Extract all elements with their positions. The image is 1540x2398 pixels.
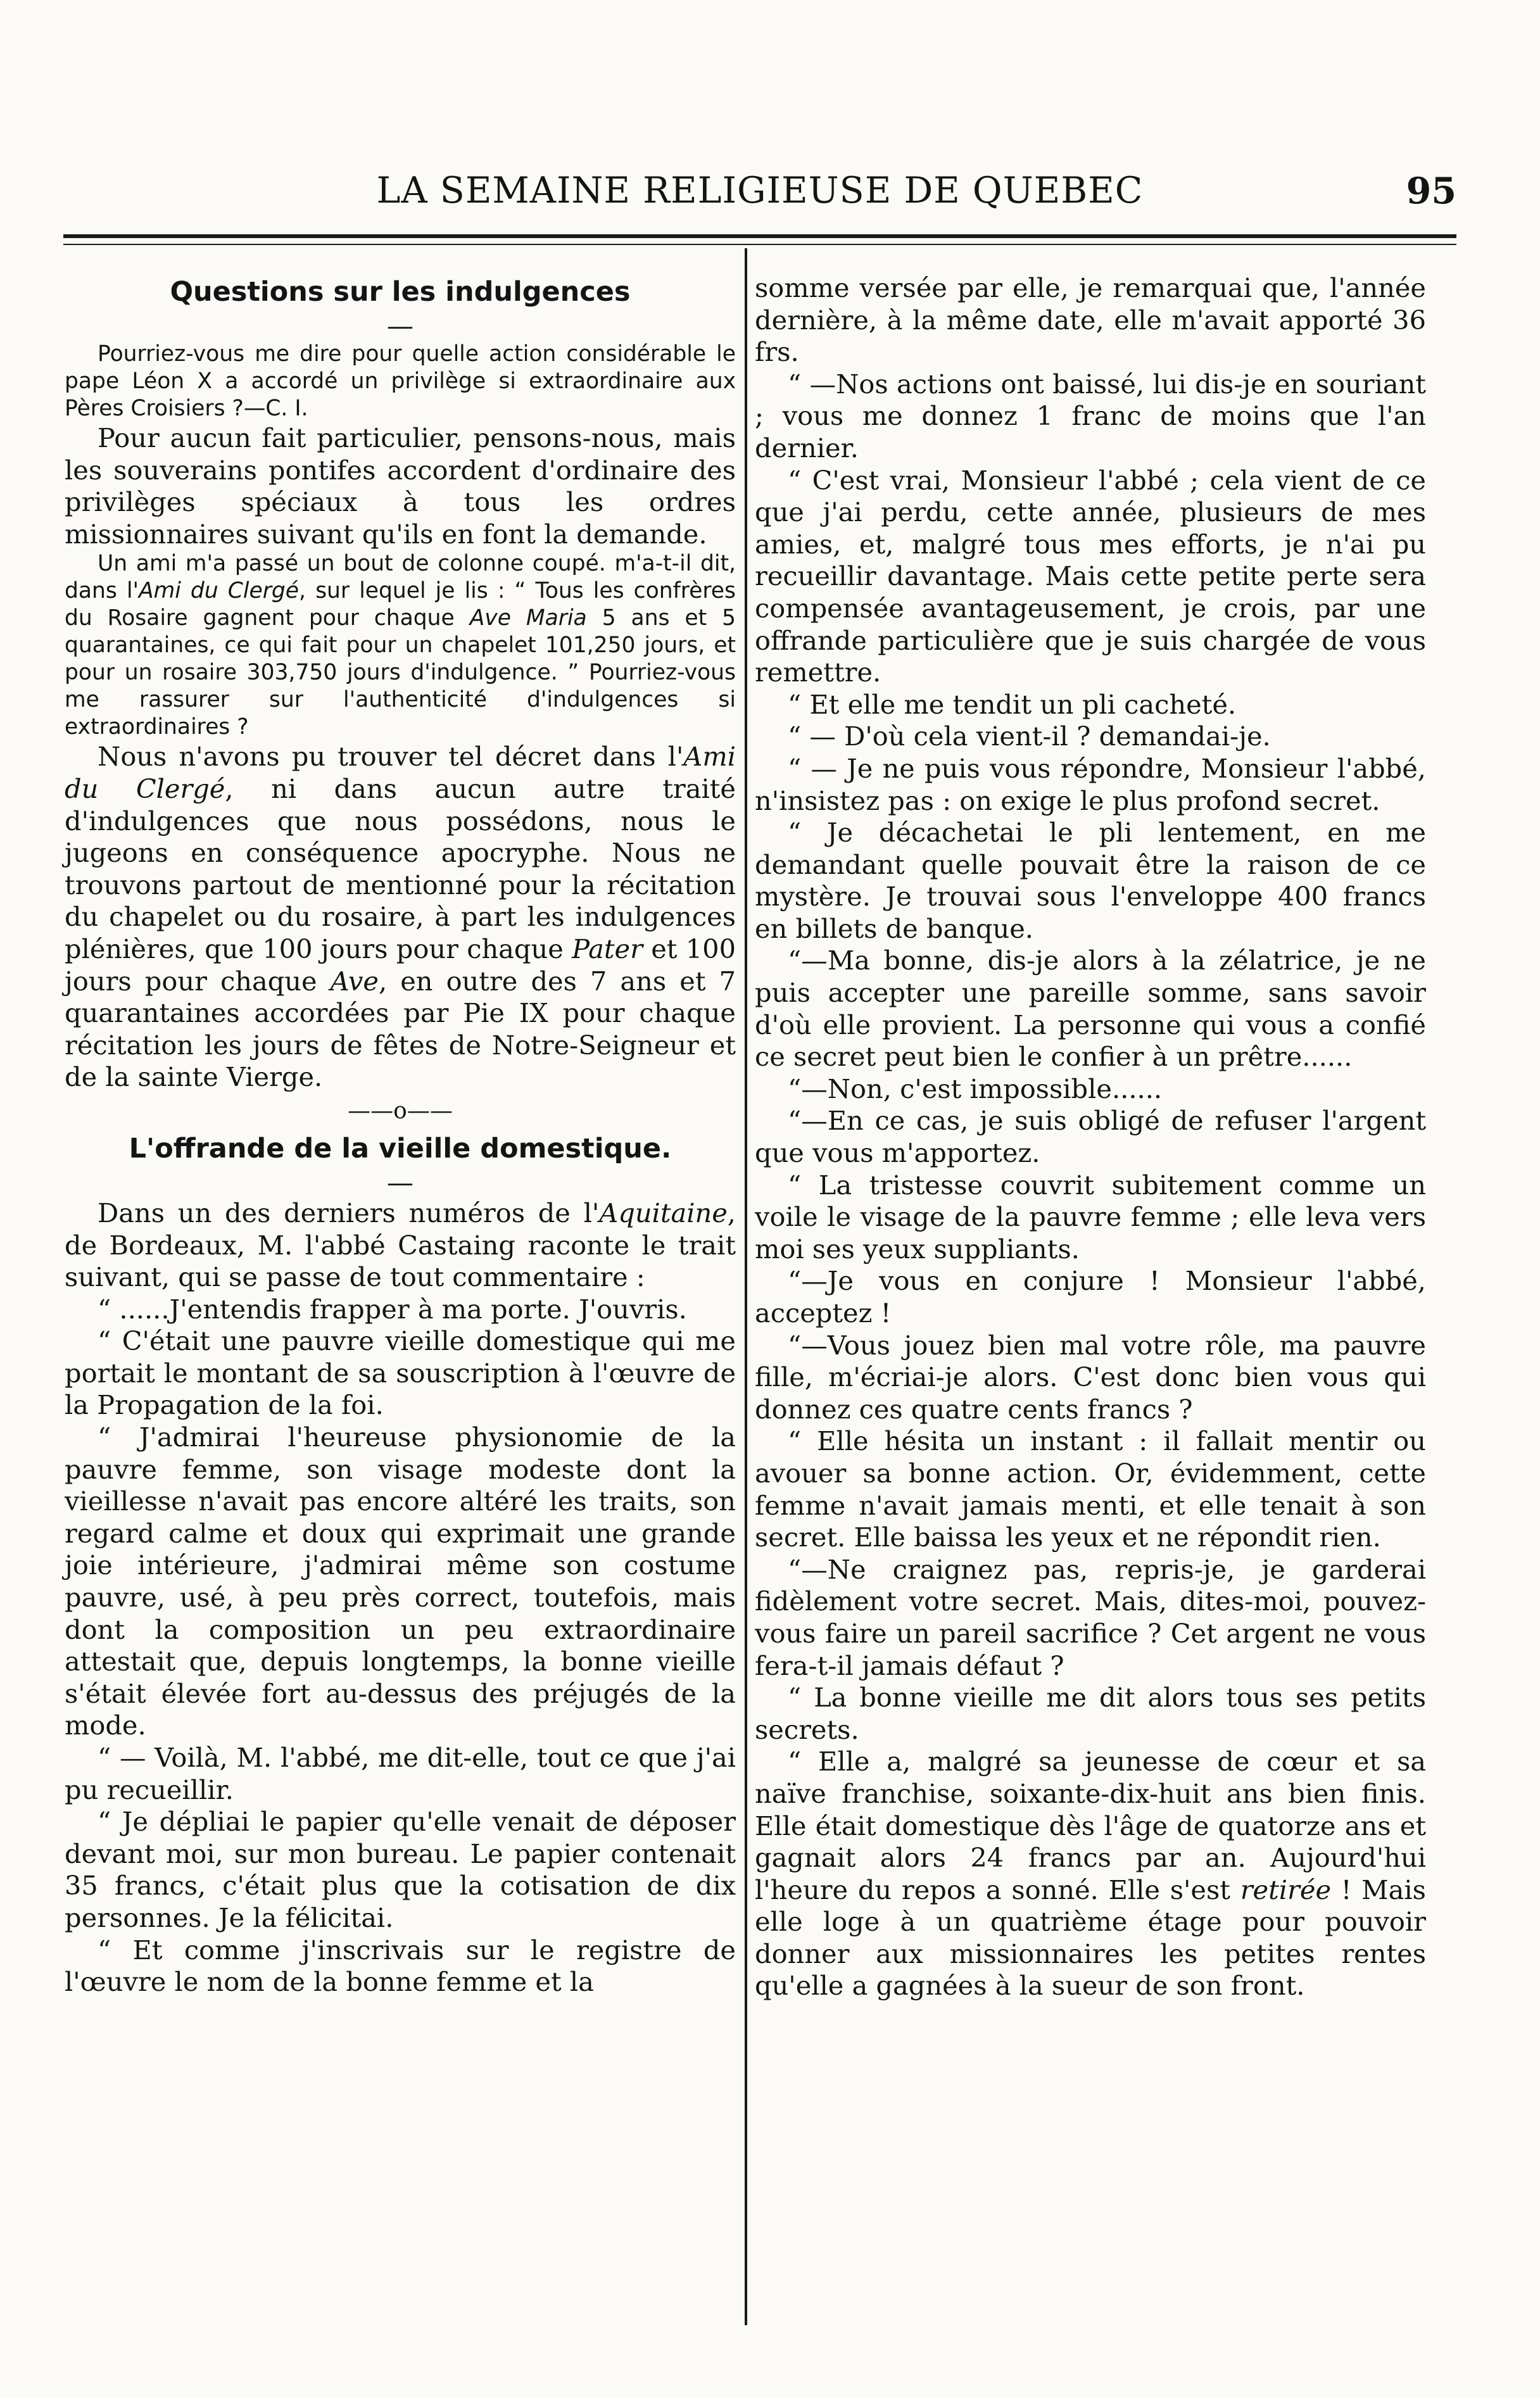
title-dash: — — [387, 1166, 413, 1198]
running-title: LA SEMAINE RELIGIEUSE DE QUEBEC — [376, 170, 1144, 211]
story-paragraph: “ La bonne vieille me dit alors tous ses petits secrets. — [755, 1682, 1426, 1745]
story-paragraph: “ — D'où cela vient-il ? demandai-je. — [788, 721, 1271, 752]
title-dash: — — [387, 310, 413, 341]
header-rule-thin — [63, 244, 1456, 245]
column-divider — [745, 248, 747, 2325]
answer-paragraph: Nous n'avons pu trouver tel décret dans l'Ami du Clergé, ni dans aucun autre traité d'indulgences que nous possédons, nous le jugeons en conséquence apocryphe. Nous ne trouvons partout de mentionné pour la récitation du chapelet ou du rosaire, à part les indulgences plénières, que 100 jours pour chaque Pater et 100 jours pour chaque Ave, en outre des 7 ans et 7 quarantaines accordées par Pie IX pour chaque récitation les jours de fêtes de Notre-Seigneur et de la sainte Vierge. — [65, 741, 736, 1093]
story-paragraph: “ La tristesse couvrit subitement comme un voile le visage de la pauvre femme ; elle leva vers moi ses yeux suppliants. — [755, 1169, 1426, 1265]
section-title-offrande: L'offrande de la vieille domestique. — [129, 1132, 672, 1164]
story-paragraph: “ J'admirai l'heureuse physionomie de la pauvre femme, son visage modeste dont la vieillesse n'avait pas encore altéré les traits, son regard calme et doux qui exprimait une grande joie intérieure, j'admirai même son costume pauvre, usé, à peu près correct, toutefois, mais dont la composition un peu extraordinaire attestait que, depuis longtemps, la bonne vieille s'était élevée fort au-dessus des préjugés de la mode. — [65, 1422, 736, 1741]
left-column — [65, 272, 736, 1998]
story-paragraph: “ Elle a, malgré sa jeunesse de cœur et sa naïve franchise, soixante-dix-huit ans bien finis. Elle était domestique dès l'âge de quatorze ans et gagnait alors 24 francs par an. Aujourd'hui l'heure du repos a sonné. Elle s'est retirée ! Mais elle loge à un quatrième étage pour pouvoir donner aux missionnaires les petites rentes qu'elle a gagnées à la sueur de son front. — [755, 1746, 1426, 2002]
story-paragraph: “—Je vous en conjure ! Monsieur l'abbé, acceptez ! — [755, 1265, 1426, 1328]
story-paragraph: “ — Voilà, M. l'abbé, me dit-elle, tout ce que j'ai pu recueillir. — [65, 1742, 736, 1805]
story-paragraph: “ Je dépliai le papier qu'elle venait de déposer devant moi, sur mon bureau. Le papier contenait 35 francs, c'était plus que la cotisation de dix personnes. Je la félicitai. — [65, 1806, 736, 1933]
story-paragraph: “ —Nos actions ont baissé, lui dis-je en souriant ; vous me donnez 1 franc de moins que l'an dernier. — [755, 368, 1426, 464]
story-paragraph: “—Non, c'est impossible...... — [788, 1073, 1163, 1104]
answer-paragraph: Pour aucun fait particulier, pensons-nous, mais les souverains pontifes accordent d'ordinaire des privilèges spéciaux à tous les ordres missionnaires suivant qu'ils en font la demande. — [65, 422, 736, 550]
right-column — [755, 272, 1426, 2002]
header-rule-thick — [63, 234, 1456, 238]
section-title-indulgences: Questions sur les indulgences — [170, 276, 631, 308]
section-separator: ——o—— — [348, 1097, 453, 1124]
story-paragraph: “—Ne craignez pas, repris-je, je garderai fidèlement votre secret. Mais, dites-moi, pouvez-vous faire un pareil sacrifice ? Cet argent ne vous fera-t-il jamais défaut ? — [755, 1553, 1426, 1681]
story-paragraph: “ C'est vrai, Monsieur l'abbé ; cela vient de ce que j'ai perdu, cette année, plusieurs de mes amies, et, malgré tous mes efforts, je n'ai pu recueillir davantage. Mais cette petite perte sera compensée avantageusement, je crois, par une offrande particulière que je suis chargée de vous remettre. — [755, 464, 1426, 688]
story-paragraph: “—En ce cas, je suis obligé de refuser l'argent que vous m'apportez. — [755, 1105, 1426, 1169]
question-paragraph: Pourriez-vous me dire pour quelle action considérable le pape Léon X a accordé un privilège si extraordinaire aux Pères Croisiers ?—C. I. — [65, 341, 736, 421]
story-paragraph: “ Et comme j'inscrivais sur le registre de l'œuvre le nom de la bonne femme et la — [65, 1934, 736, 1998]
story-paragraph: “—Vous jouez bien mal votre rôle, ma pauvre fille, m'écriai-je alors. C'est donc bien vous qui donnez ces quatre cents francs ? — [755, 1329, 1426, 1425]
page-number: 95 — [1406, 170, 1456, 212]
question-paragraph: Un ami m'a passé un bout de colonne coupé. m'a-t-il dit, dans l'Ami du Clergé, sur lequel je lis : “ Tous les confrères du Rosaire gagnent pour chaque Ave Maria 5 ans et 5 quarantaines, ce qui fait pour un chapelet 101,250 jours, et pour un rosaire 303,750 jours d'indulgence. ” Pourriez-vous me rassurer sur l'authenticité d'indulgences si extraordinaires ? — [65, 551, 736, 740]
story-paragraph: somme versée par elle, je remarquai que, l'année dernière, à la même date, elle m'avait apporté 36 frs. — [755, 272, 1426, 368]
story-paragraph: Dans un des derniers numéros de l'Aquitaine, de Bordeaux, M. l'abbé Castaing raconte le trait suivant, qui se passe de tout commentaire : — [65, 1197, 736, 1293]
story-paragraph: “ ......J'entendis frapper à ma porte. J'ouvris. — [98, 1293, 687, 1325]
story-paragraph: “—Ma bonne, dis-je alors à la zélatrice, je ne puis accepter une pareille somme, sans savoir d'où elle provient. La personne qui vous a confié ce secret peut bien le confier à un prêtre...... — [755, 945, 1426, 1073]
story-paragraph: “ Je décachetai le pli lentement, en me demandant quelle pouvait être la raison de ce mystère. Je trouvai sous l'enveloppe 400 francs en billets de banque. — [755, 817, 1426, 944]
page-header — [63, 170, 1456, 227]
story-paragraph: “ Elle hésita un instant : il fallait mentir ou avouer sa bonne action. Or, évidemment, cette femme n'avait jamais menti, et elle tenait à son secret. Elle baissa les yeux et ne répondit rien. — [755, 1425, 1426, 1553]
story-paragraph: “ — Je ne puis vous répondre, Monsieur l'abbé, n'insistez pas : on exige le plus profond secret. — [755, 752, 1426, 816]
story-paragraph: “ Et elle me tendit un pli cacheté. — [788, 688, 1237, 720]
story-paragraph: “ C'était une pauvre vieille domestique qui me portait le montant de sa souscription à l'œuvre de la Propagation de la foi. — [65, 1325, 736, 1421]
